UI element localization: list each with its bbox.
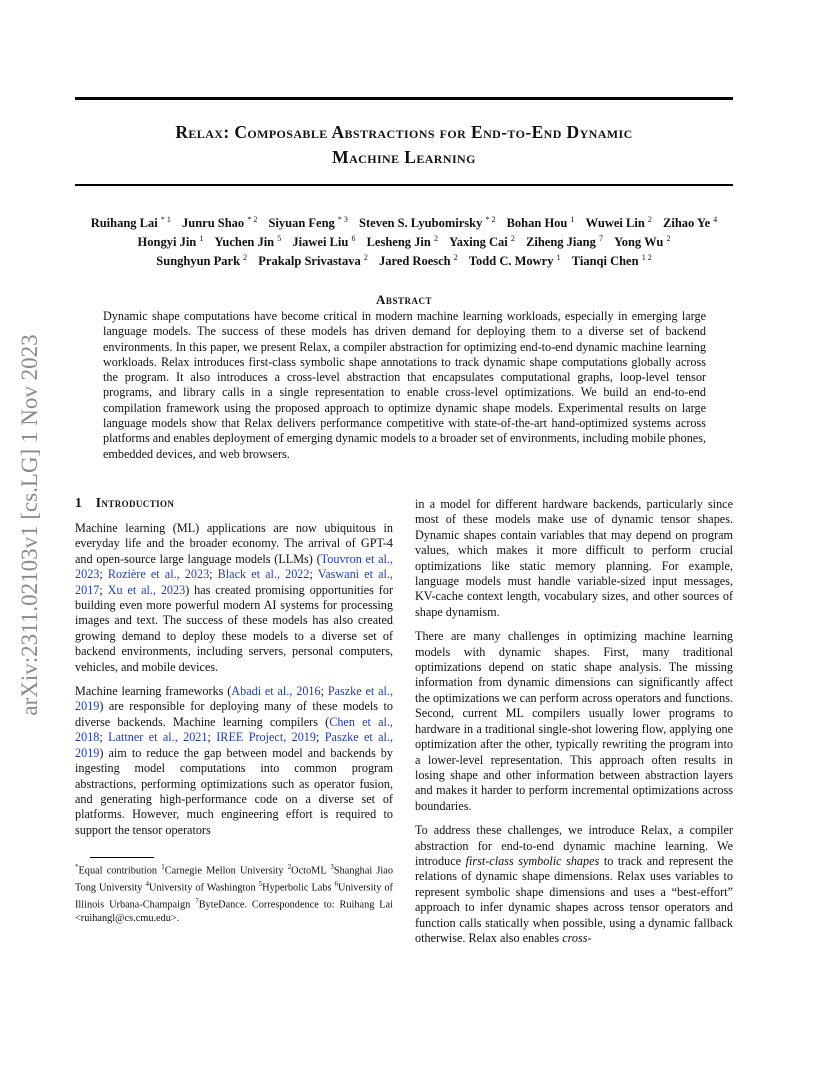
paragraph — [75, 684, 393, 838]
footnote-marker: 1 — [161, 863, 165, 871]
author-name: Tianqi Chen $^{1 2}$ — [571, 253, 652, 269]
affiliations-footnote — [75, 861, 393, 926]
author-affiliation: 7 — [598, 234, 603, 244]
title-line-2: Machine Learning — [332, 147, 476, 167]
footnote-marker: 5 — [258, 880, 263, 889]
author-name: Jiawei Liu $^6$ — [292, 234, 356, 250]
author-name: Yuchen Jin $^5$ — [214, 234, 282, 250]
footnote-marker: * — [75, 863, 79, 871]
author-name: Sunghyun Park $^2$ — [156, 253, 248, 269]
body-text: ; — [207, 730, 217, 745]
body-text: ; — [209, 567, 218, 582]
citation-link[interactable]: Black et al., 2022 — [217, 567, 310, 582]
emphasis-text: first-class symbolic shapes — [465, 853, 600, 868]
author-affiliation: 1 — [570, 215, 575, 224]
citation-link[interactable]: Xu et al., 2023 — [107, 582, 186, 597]
section-number: 1 — [75, 495, 82, 510]
author-name: Siyuan Feng $^{* 3}$ — [268, 215, 348, 231]
author-affiliation: 5 — [277, 234, 282, 244]
abstract-heading: Abstract — [376, 292, 432, 307]
title-line-1: Relax: Composable Abstractions for End-to-End Dynamic — [175, 122, 633, 142]
body-text: Shanghai Jiao Tong University — [75, 865, 394, 894]
abstract-body: Dynamic shape computations have become critical in modern machine learning workloads, especially in emerging large language models. The success of these models has driven demand for deploying them to a diverse set of backend environments. In this paper, we present Relax, a compiler abstraction for optimizing end-to-end dynamic machine learning workloads. Relax introduces first-class symbolic shape annotations to track dynamic shape computations globally across the program. It also introduces a cross-level abstraction that encapsulates computational graphs, loop-level tensor programs, and library calls in a single representation to enable cross-level optimizations. We build an end-to-end compilation framework using the proposed approach to optimize dynamic shape models. Experimental results on large language models show that Relax delivers performance competitive with state-of-the-art hand-optimized systems across platforms and enables deployment of emerging dynamic models to a broader set of environments, including mobile phones, embedded devices, and web browsers. — [103, 309, 706, 461]
footnote-rule — [90, 857, 154, 858]
author-name: Wuwei Lin $^2$ — [585, 215, 652, 231]
author-affiliation: 4 — [713, 215, 718, 224]
body-text: Equal contribution — [78, 865, 162, 877]
author-name: Prakalp Srivastava $^2$ — [258, 253, 368, 269]
author-affiliation: * 2 — [485, 215, 496, 224]
body-text: ; — [99, 730, 109, 745]
body-text: ) are responsible for deploying many of these models to diverse backends. Machine learning compilers ( — [75, 699, 393, 729]
author-affiliation: 2 — [510, 234, 515, 244]
top-rule — [75, 97, 733, 100]
body-text: Machine learning (ML) applications are now ubiquitous in everyday life and the broader economy. The arrival of GPT-4 and open-source large language models (LLMs) ( — [75, 521, 393, 566]
author-name: Hongyi Jin $^1$ — [137, 234, 204, 250]
footnote-marker: 3 — [330, 863, 334, 871]
author-name: Lesheng Jin $^2$ — [366, 234, 438, 250]
body-text: OctoML — [291, 865, 331, 877]
author-affiliation: * 2 — [247, 215, 258, 224]
body-text: Hyperbolic Labs — [262, 882, 335, 894]
body-text: ; — [99, 567, 108, 582]
body-text: in a model for different hardware backends, particularly since most of these models make use of dynamic tensor shapes. Dynamic shapes contain variables that may depend on program values, which makes it more difficult to perform crucial optimizations like static memory planning. For example, language models must handle variable-sized input messages, KV-cache context length, vocabulary sizes, and other sources of shape dynamism. — [415, 497, 733, 619]
paragraph — [415, 629, 733, 814]
author-affiliation: 1 — [556, 253, 561, 263]
citation-link[interactable]: Lattner et al., 2021 — [108, 730, 208, 745]
arxiv-sidebar — [13, 290, 47, 760]
author-affiliation: 1 2 — [641, 253, 652, 263]
emphasis-text: cross- — [562, 930, 592, 945]
author-affiliation: 2 — [453, 253, 458, 263]
author-name: Zihao Ye $^4$ — [663, 215, 718, 231]
author-affiliation: 2 — [243, 253, 248, 263]
paragraph — [415, 497, 733, 620]
body-text: ) aim to reduce the gap between model and backends by ingesting model computations into common program abstractions, performing optimizations such as operator fusion, and generating high-performance code on a diverse set of platforms. However, much engineering effort is required to support the tensor operators — [75, 745, 393, 837]
author-name: Yaxing Cai $^2$ — [449, 234, 515, 250]
body-text: ; — [320, 684, 328, 699]
paragraph — [75, 521, 393, 675]
left-column — [75, 521, 393, 847]
author-name: Todd C. Mowry $^1$ — [468, 253, 561, 269]
body-text: Carnegie Mellon University — [164, 865, 288, 877]
body-text: ) has created promising opportunities for building even more powerful modern AI systems for processing images and text. The success of these models has also created growing demand to deploy these models to a diverse set of backend environments, including servers, personal computers, vehicles, and mobile devices. — [75, 582, 394, 674]
title-bottom-rule — [75, 184, 733, 186]
body-text: University of Illinois Urbana-Champaign — [75, 882, 393, 911]
footnote-marker: 4 — [145, 880, 149, 889]
body-text: to track and represent the relations of dynamic shape dimensions. Relax uses variables to represent symbolic shape dimensions and uses a “best-effort” approach to infer dynamic shapes across tensor operators and function calls statically when possible, using a dynamic fallback otherwise. Relax also enables — [415, 853, 733, 945]
body-text: ; — [309, 567, 318, 582]
footnote-marker: 2 — [287, 863, 292, 871]
author-affiliation: 1 — [199, 234, 204, 244]
author-affiliation: * 3 — [337, 215, 348, 224]
body-text: ByteDance. Correspondence to: Ruihang Lai <ruihangl@cs.cmu.edu>. — [75, 899, 393, 925]
section-title: Introduction — [95, 495, 175, 510]
author-name: Jared Roesch $^2$ — [378, 253, 458, 269]
paragraph — [415, 823, 733, 946]
paper-title — [75, 120, 733, 170]
citation-link[interactable]: IREE Project, 2019 — [216, 730, 316, 745]
author-name: Bohan Hou $^1$ — [506, 215, 575, 231]
author-name: Ruihang Lai $^{* 1}$ — [90, 215, 171, 231]
citation-link[interactable]: Rozière et al., 2023 — [107, 567, 210, 582]
author-name: Junru Shao $^{* 2}$ — [182, 215, 258, 231]
body-text: To address these challenges, we introduce Relax, a compiler abstraction for end-to-end dynamic machine learning. We introduce — [415, 823, 733, 868]
author-affiliation: 2 — [647, 215, 652, 224]
body-text: ; — [316, 730, 325, 745]
author-affiliation: 6 — [351, 234, 356, 244]
author-name: Yong Wu $^2$ — [614, 234, 671, 250]
citation-link[interactable]: Chen et al., 2018 — [75, 714, 393, 745]
author-affiliation: 2 — [666, 234, 671, 244]
citation-link[interactable]: Vaswani et al., 2017 — [75, 567, 393, 597]
citation-link[interactable]: Abadi et al., 2016 — [231, 684, 321, 699]
citation-link[interactable]: Touvron et al., 2023 — [75, 551, 393, 582]
body-text: University of Washington — [148, 882, 259, 894]
footnote-marker: 7 — [195, 897, 199, 906]
author-list — [60, 212, 748, 269]
author-affiliation: 2 — [433, 234, 438, 244]
arxiv-identifier: arXiv:2311.02103v1 [cs.LG] 1 Nov 2023 — [17, 334, 42, 716]
author-name: Steven S. Lyubomirsky $^{* 2}$ — [359, 215, 496, 231]
body-text: There are many challenges in optimizing machine learning models with dynamic shapes. First, many traditional optimizations depend on static shape analysis. The missing information from dynamic dimensions can significantly affect the optimizations we can perform across operators and functions. Second, current ML compilers usually lower programs to hardware in a traditional single-shot lowering flow, applying one optimization after the other, typically rewriting the program into a lower-level representation. This approach often results in losing shape and other information between abstraction layers and makes it harder to perform incremental optimizations across boundaries. — [415, 629, 733, 813]
author-affiliation: * 1 — [160, 215, 171, 224]
citation-link[interactable]: Paszke et al., 2019 — [75, 684, 393, 714]
body-text: ; — [99, 582, 108, 597]
author-name: Ziheng Jiang $^7$ — [526, 234, 603, 250]
right-column — [415, 497, 733, 955]
footnote-marker: 6 — [334, 880, 338, 889]
body-text: Machine learning frameworks ( — [75, 684, 232, 699]
citation-link[interactable]: Paszke et al., 2019 — [75, 730, 394, 760]
section-heading — [75, 495, 174, 511]
author-affiliation: 2 — [363, 253, 368, 263]
